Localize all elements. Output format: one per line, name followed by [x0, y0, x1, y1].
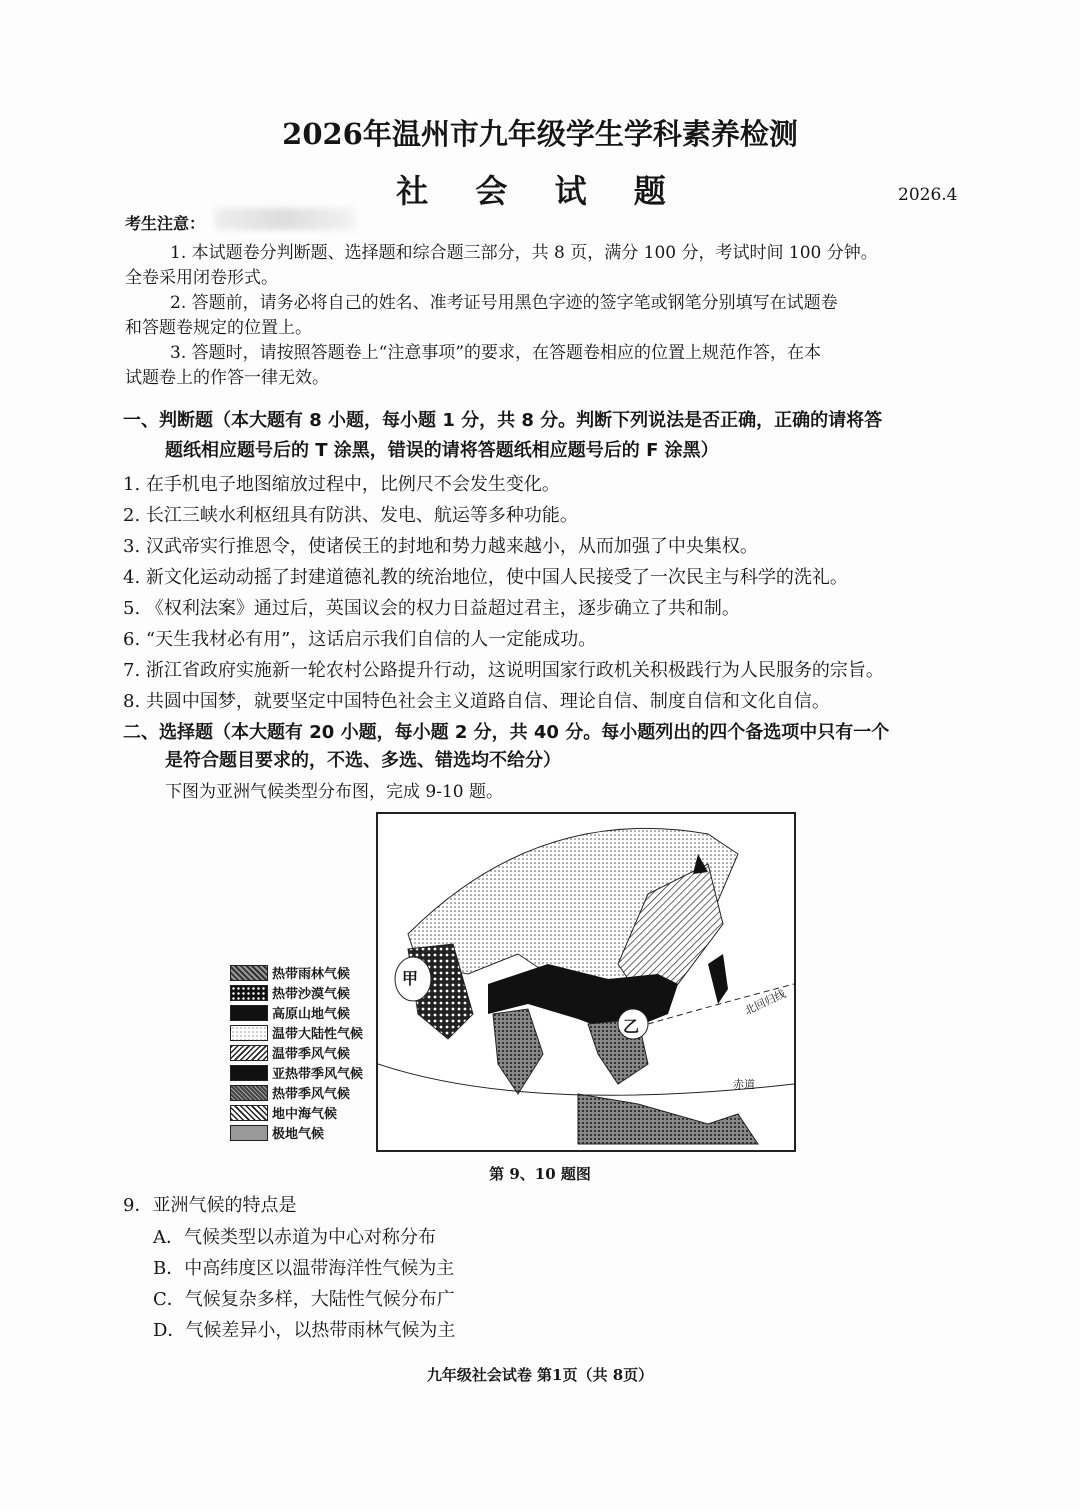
section2-heading-cont: 是符合题目要求的，不选、多选、错选均不给分）	[165, 750, 561, 771]
label-equator: 赤道	[733, 1078, 755, 1091]
label-jia: 甲	[402, 969, 419, 988]
option-a: A．气候类型以赤道为中心对称分布	[153, 1227, 436, 1248]
exam-title: 2026年温州市九年级学生学科素养检测	[282, 117, 798, 151]
section2-heading: 二、选择题（本大题有 20 小题，每小题 2 分，共 40 分。每小题列出的四个备选项中只有一个	[123, 722, 890, 743]
notice-line: 全卷采用闭卷形式。	[125, 268, 278, 288]
question-9-stem: 9．亚洲气候的特点是	[123, 1195, 297, 1216]
legend-item: 高原山地气候	[230, 1003, 350, 1022]
tf-item-8: 8. 共圆中国梦，就要坚定中国特色社会主义道路自信、理论自信、制度自信和文化自信。	[123, 691, 830, 712]
blurred-region	[215, 208, 355, 230]
notice-line: 2. 答题前，请务必将自己的姓名、准考证号用黑色字迹的签字笔或钢笔分别填写在试题卷	[170, 293, 838, 313]
option-c: C．气候复杂多样，大陆性气候分布广	[153, 1289, 455, 1310]
tf-item-7: 7. 浙江省政府实施新一轮农村公路提升行动，这说明国家行政机关积极践行为人民服务的宗旨。	[123, 660, 884, 681]
section2-intro: 下图为亚洲气候类型分布图，完成 9-10 题。	[165, 782, 503, 802]
legend-item: 温带季风气候	[230, 1043, 350, 1062]
notice-line: 试题卷上的作答一律无效。	[125, 368, 329, 388]
section1-heading-cont: 题纸相应题号后的 T 涂黑，错误的请将答题纸相应题号后的 F 涂黑）	[165, 440, 719, 461]
notice-line: 和答题卷规定的位置上。	[125, 318, 312, 338]
section1-heading: 一、判断题（本大题有 8 小题，每小题 1 分，共 8 分。判断下列说法是否正确，正确的请将答	[123, 410, 883, 431]
exam-date: 2026.4	[898, 185, 958, 205]
legend-item: 极地气候	[230, 1123, 324, 1142]
map-drawing	[378, 814, 794, 1150]
notice-line: 3. 答题时，请按照答题卷上“注意事项”的要求，在答题卷相应的位置上规范作答，在本	[170, 343, 822, 363]
map-caption: 第 9、10 题图	[489, 1165, 591, 1183]
tf-item-2: 2. 长江三峡水利枢纽具有防洪、发电、航运等多种功能。	[123, 505, 578, 526]
tf-item-5: 5. 《权利法案》通过后，英国议会的权力日益超过君主，逐步确立了共和制。	[123, 598, 740, 619]
label-yi: 乙	[623, 1017, 640, 1036]
legend-item: 亚热带季风气候	[230, 1063, 363, 1082]
legend-item: 热带雨林气候	[230, 963, 350, 982]
legend-item: 温带大陆性气候	[230, 1023, 363, 1042]
exam-subject: 社 会 试 题	[396, 172, 684, 210]
tf-item-4: 4. 新文化运动动摇了封建道德礼教的统治地位，使中国人民接受了一次民主与科学的洗礼。	[123, 567, 848, 588]
legend-item: 热带沙漠气候	[230, 983, 350, 1002]
option-d: D．气候差异小，以热带雨林气候为主	[153, 1320, 456, 1341]
tf-item-6: 6. “天生我材必有用”，这话启示我们自信的人一定能成功。	[123, 629, 597, 650]
tf-item-3: 3. 汉武帝实行推恩令，使诸侯王的封地和势力越来越小，从而加强了中央集权。	[123, 536, 758, 557]
legend-item: 地中海气候	[230, 1103, 337, 1122]
legend-item: 热带季风气候	[230, 1083, 350, 1102]
option-b: B．中高纬度区以温带海洋性气候为主	[153, 1258, 455, 1279]
page-footer: 九年级社会试卷 第1页（共 8页）	[426, 1366, 654, 1384]
tf-item-1: 1. 在手机电子地图缩放过程中，比例尺不会发生变化。	[123, 474, 560, 495]
label-tropic: 北回归线	[742, 987, 788, 1018]
asia-climate-map	[376, 812, 796, 1152]
notice-label: 考生注意：	[125, 214, 206, 233]
notice-line: 1. 本试题卷分判断题、选择题和综合题三部分，共 8 页，满分 100 分，考试时间 100 分钟。	[170, 243, 878, 263]
